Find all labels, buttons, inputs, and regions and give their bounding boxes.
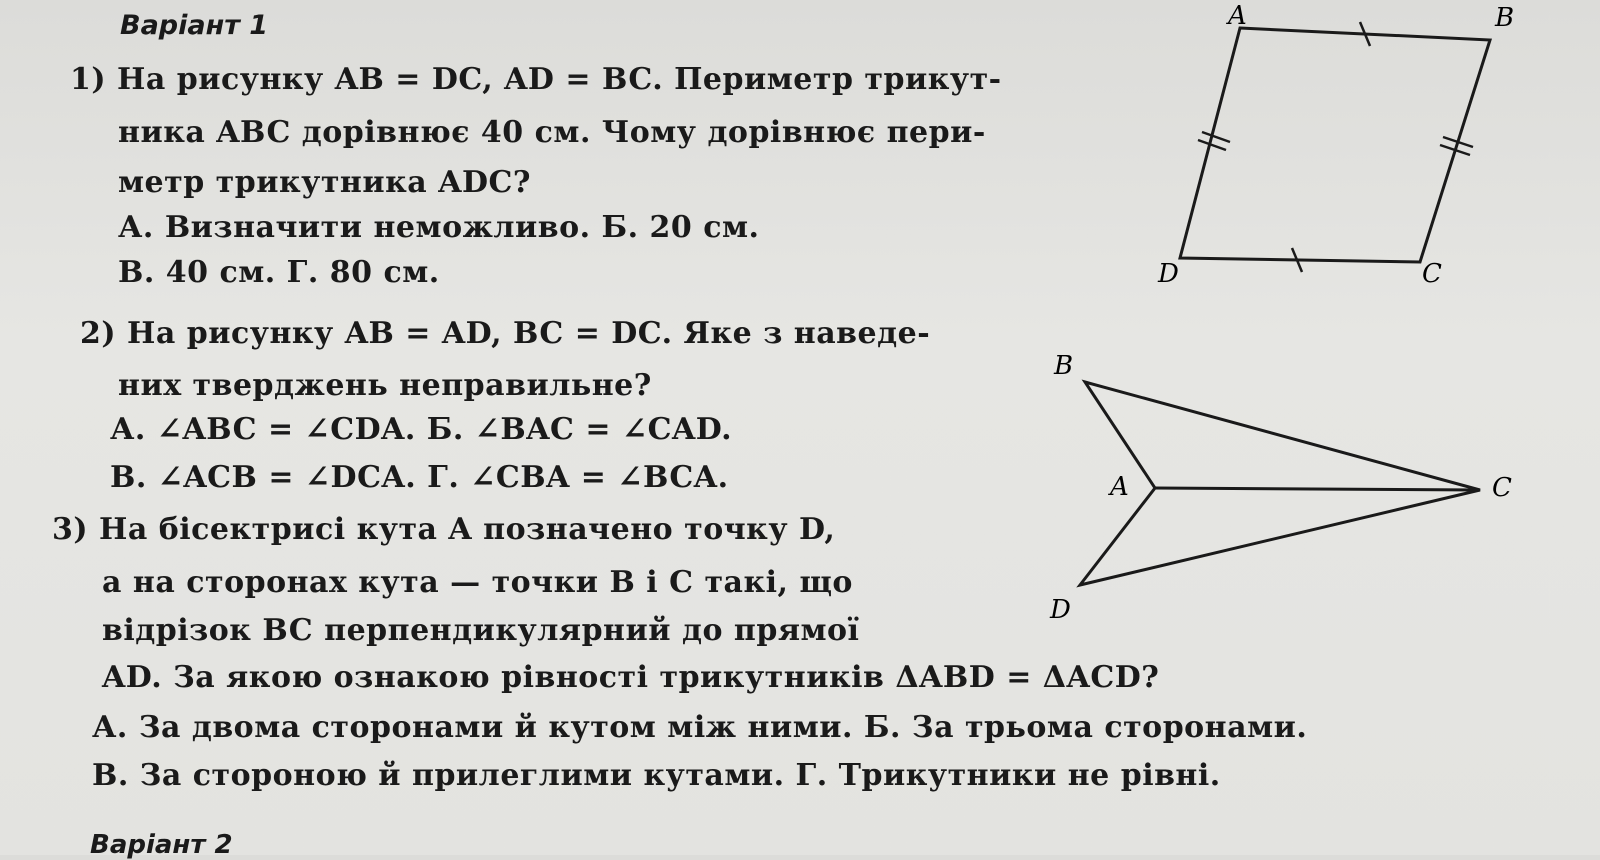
problem-3-answer-line-2: В. За стороною й прилеглими кутами. Г. Трикутники не рівні. — [92, 758, 1221, 793]
problem-2-line-2: них тверджень неправильне? — [118, 368, 652, 403]
variant-title: Варіант 1 — [120, 10, 269, 41]
kite-shape — [1080, 382, 1480, 585]
problem-3-line-3: відрізок BC перпендикулярний до прямої — [102, 613, 860, 648]
problem-2-line-1: 2) На рисунку AB = AD, BC = DC. Яке з наведе- — [80, 316, 931, 351]
next-variant-heading: Варіант 2 — [90, 830, 233, 860]
vertex-label-b: B — [1054, 351, 1074, 381]
problem-1-line-1: 1) На рисунку AB = DC, AD = BC. Периметр трикут- — [70, 62, 1002, 97]
problem-1-answer-line-1: А. Визначити неможливо. Б. 20 см. — [118, 210, 760, 245]
vertex-label-c: C — [1492, 473, 1512, 503]
problem-3-line-4: AD. За якою ознакою рівності трикутників ΔABD = ΔACD? — [102, 660, 1160, 695]
parallelogram-figure — [1140, 0, 1560, 300]
vertex-label-a: A — [1110, 472, 1129, 502]
tick-ad-2 — [1202, 132, 1230, 142]
vertex-label-a: A — [1228, 1, 1247, 31]
problem-1-line-2: ника ABC дорівнює 40 см. Чому дорівнює пери- — [118, 115, 986, 150]
vertex-label-d: D — [1158, 259, 1179, 289]
vertex-label-b: B — [1495, 3, 1515, 33]
tick-ad-1 — [1198, 140, 1226, 150]
problem-2-answer-line-1: А. ∠ABC = ∠CDA. Б. ∠BAC = ∠CAD. — [110, 412, 733, 447]
problem-1-answer-line-2: В. 40 см. Г. 80 см. — [118, 255, 440, 290]
problem-2-answer-line-2: В. ∠ACB = ∠DCA. Г. ∠CBA = ∠BCA. — [110, 460, 729, 495]
problem-3-line-1: 3) На бісектрисі кута A позначено точку D, — [52, 512, 836, 547]
vertex-label-d: D — [1050, 595, 1071, 625]
vertex-label-c: C — [1422, 259, 1442, 289]
problem-3-answer-line-1: А. За двома сторонами й кутом між ними. Б. За трьома сторонами. — [92, 710, 1308, 745]
kite-figure — [1040, 340, 1540, 630]
problem-1-line-3: метр трикутника ADC? — [118, 165, 531, 200]
problem-3-line-2: а на сторонах кута — точки B і C такі, що — [102, 565, 853, 600]
kite-diagonal-ac — [1155, 488, 1480, 490]
